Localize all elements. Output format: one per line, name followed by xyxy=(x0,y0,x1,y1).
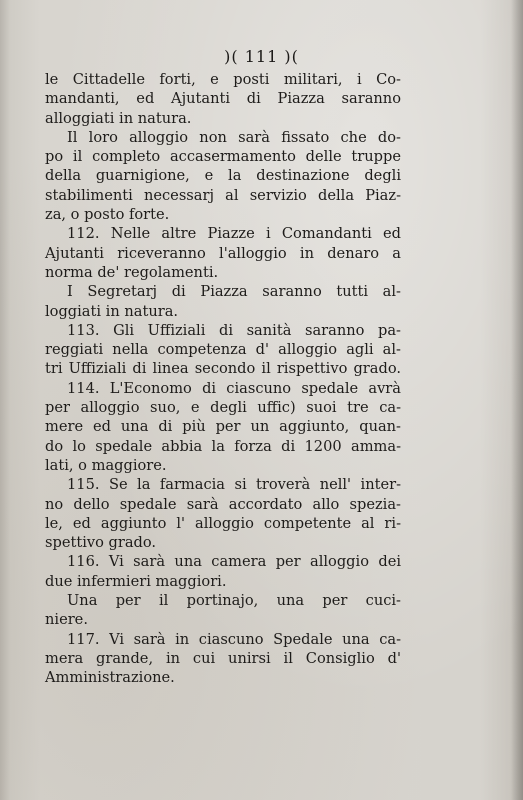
text-line: stabilimenti necessarj al servizio della Piaz- xyxy=(45,186,401,204)
text-line: per alloggio suo, e degli uffic) suoi tre ca- xyxy=(45,399,401,417)
text-line: za, o posto forte. xyxy=(45,206,170,224)
text-line: 117. Vi sarà in ciascuno Spedale una ca- xyxy=(67,630,401,648)
text-line: do lo spedale abbia la forza di 1200 amma- xyxy=(45,437,401,455)
text-line: alloggiati in natura. xyxy=(45,109,192,127)
text-line: 113. Gli Uffiziali di sanità saranno pa- xyxy=(67,321,401,339)
text-line: tri Uffiziali di linea secondo il rispettivo grado. xyxy=(45,360,401,378)
text-line: mere ed una di più per un aggiunto, quan- xyxy=(45,418,401,436)
text-line: 112. Nelle altre Piazze i Comandanti ed xyxy=(67,225,401,243)
text-line: le, ed aggiunto l' alloggio competente al ri- xyxy=(45,514,401,532)
text-line: Una per il portinajo, una per cuci- xyxy=(67,592,401,610)
page-body-text xyxy=(45,70,401,688)
text-line: I Segretarj di Piazza saranno tutti al- xyxy=(67,283,401,301)
text-line: 116. Vi sarà una camera per alloggio dei xyxy=(67,553,401,571)
text-line: po il completo accasermamento delle truppe xyxy=(45,148,401,166)
text-line: spettivo grado. xyxy=(45,534,157,552)
page-number-header: )( 111 )( xyxy=(224,47,299,66)
text-line: della guarnigione, e la destinazione degli xyxy=(45,167,401,185)
text-line: no dello spedale sarà accordato allo spezia- xyxy=(45,495,401,513)
text-line: mera grande, in cui unirsi il Consiglio d' xyxy=(45,649,401,667)
text-line: Ajutanti riceveranno l'alloggio in denaro a xyxy=(45,244,401,262)
page-edge-shadow xyxy=(511,0,523,800)
text-line: le Cittadelle forti, e posti militari, i Co- xyxy=(45,71,401,88)
text-line: Il loro alloggio non sarà fissato che do- xyxy=(67,128,401,146)
text-line: 114. L'Economo di ciascuno spedale avrà xyxy=(67,379,401,397)
text-line: norma de' regolamenti. xyxy=(45,263,219,281)
text-line: due infermieri maggiori. xyxy=(45,572,227,590)
text-line: 115. Se la farmacia si troverà nell' inter- xyxy=(67,476,401,494)
text-line: niere. xyxy=(45,611,88,629)
text-line: Amministrazione. xyxy=(45,669,175,687)
text-line: lati, o maggiore. xyxy=(45,456,167,474)
text-line: mandanti, ed Ajutanti di Piazza saranno xyxy=(45,90,401,108)
text-line: reggiati nella competenza d' alloggio agli al- xyxy=(45,341,401,359)
text-line: loggiati in natura. xyxy=(45,302,179,320)
